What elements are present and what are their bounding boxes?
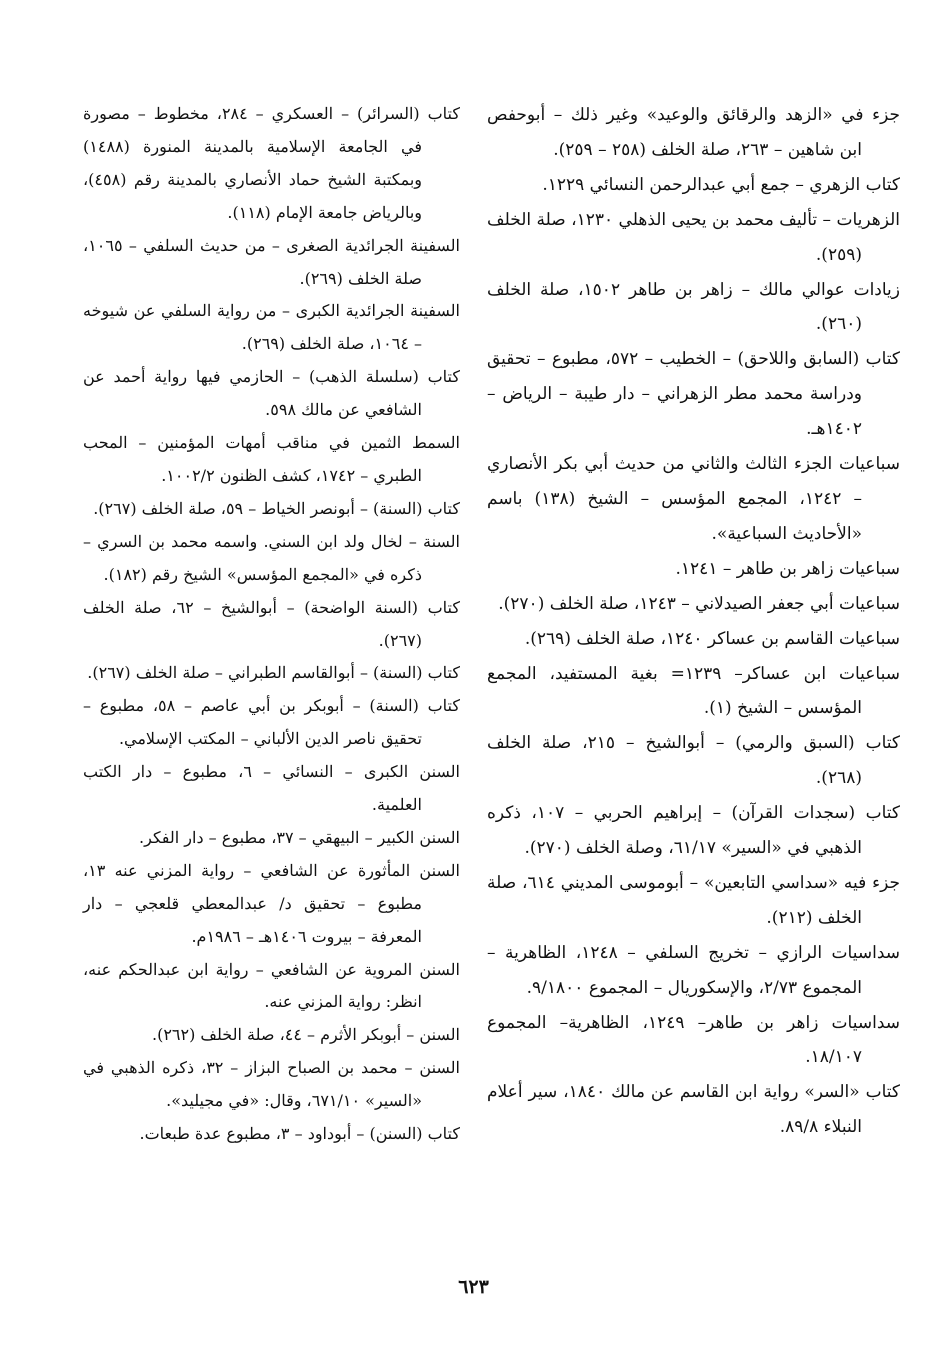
right-column: [487, 98, 900, 1145]
index-entry: السنن المروية عن الشافعي – رواية ابن عبدالحكم عنه، انظر: رواية المزني عنه.: [83, 959, 460, 1012]
index-entry: كتاب «السر» رواية ابن القاسم عن مالك ١٨٤٠، سير أعلام النبلاء ٨٩/٨.: [487, 1082, 900, 1138]
index-entry: كتاب (السابق واللاحق) – الخطيب – ٥٧٢، مطبوع – تحقيق ودراسة محمد مطر الزهراني – دار طيبة – الرياض – ١٤٠٢هـ.: [487, 349, 901, 440]
index-entry: كتاب (السبق والرمي) – أبوالشيخ – ٢١٥، صلة الخلف (٢٦٨).: [487, 733, 900, 789]
index-entry: السنة – لخال ولد ابن السني. واسمه محمد بن السري – ذكره في «المجمع المؤسس» الشيخ رقم (١٨٢).: [83, 531, 460, 584]
index-entry: جزء فيه «سداسي التابعين» – أبوموسى المديني ٦١٤، صلة الخلف (٢١٢).: [487, 872, 900, 928]
index-entry: السنن – أبوبكر الأثرم – ٤٤، صلة الخلف (٢٦٢).: [151, 1025, 460, 1045]
index-entry: السنن – محمد بن الصباح البزاز – ٣٢، ذكره الذهبي في «السير» ٦٧١/١٠، وقال: «في مجيليد».: [83, 1058, 460, 1111]
index-entry: سباعيات زاهر بن طاهر – ١٢٤١.: [675, 558, 900, 579]
index-entry: السمط الثمين في مناقب أمهات المؤمنين – المحب الطبري – ١٧٤٢، كشف الظنون ١٠٠٢/٢.: [83, 433, 460, 485]
index-entry: سباعيات القاسم بن عساكر ١٢٤٠، صلة الخلف (٢٦٩).: [524, 628, 900, 649]
page-number: ٦٢٣: [458, 1276, 489, 1298]
index-entry: سداسيات زاهر بن طاهر– ١٢٤٩، الظاهرية– المجموع ١٨/١٠٧.: [487, 1012, 900, 1068]
index-entry: كتاب (السنة الواضحة) – أبوالشيخ – ٦٢، صلة الخلف (٢٦٧).: [83, 597, 460, 650]
index-entry: الزهريات – تأليف محمد بن يحيى الذهلي ١٢٣٠، صلة الخلف (٢٥٩).: [487, 209, 900, 265]
index-entry: كتاب (سلسلة الذهب) – الحازمي فيها رواية أحمد عن الشافعي عن مالك ٥٩٨.: [83, 367, 460, 420]
index-entry: كتاب (السنن) – أبوداود – ٣، مطبوع عدة طبعات.: [139, 1124, 460, 1144]
index-entry: زيادات عوالي مالك – زاهر بن طاهر ١٥٠٢، صلة الخلف (٢٦٠).: [487, 279, 900, 335]
index-entry: كتاب (السنة) – أبوبكر بن أبي عاصم – ٥٨، مطبوع – تحقيق ناصر الدين الألباني – المكتب الإسلامي.: [83, 696, 461, 749]
index-entry: سباعيات الجزء الثالث والثاني من حديث أبي بكر الأنصاري – ١٢٤٢، المجمع المؤسس – الشيخ (١٣٨) باسم «الأحاديث السباعية».: [487, 454, 900, 544]
index-entry: السفينة الجرائدية الصغرى – من حديث السلفي – ١٠٦٥، صلة الخلف (٢٦٩).: [83, 235, 460, 288]
index-entry: السنن الكبير – البيهقي – ٣٧، مطبوع – دار الفكر.: [139, 827, 460, 847]
index-entry: كتاب الزهري – جمع أبي عبدالرحمن النسائي ١٢٢٩.: [542, 174, 900, 195]
index-entry: كتاب (سجدات القرآن) – إبراهيم الحربي – ١٠٧، ذكره الذهبي في «السير» ٦١/١٧، وصلة الخلف (٢٧٠).: [487, 803, 900, 859]
index-entry: سباعيات أبي جعفر الصيدلاني – ١٢٤٣، صلة الخلف (٢٧٠).: [498, 593, 900, 614]
index-entry: كتاب (السرائر) – العسكري – ٢٨٤، مخطوط – مصورة في الجامعة الإسلامية بالمدينة المنورة (١٤٨٨) وبمكتبة الشيخ حماد الأنصاري بالمدينة رقم (٤٥٨)، وبالرياض جامعة الإمام (١١٨).: [83, 104, 460, 222]
index-entry: كتاب (السنة) – أبوالقاسم الطبراني – صلة الخلف (٢٦٧).: [87, 663, 460, 683]
index-entry: السنن المأثورة عن الشافعي – رواية المزني عنه ١٣، مطبوع – تحقيق د/ عبدالمعطي قلعجي – دار المعرفة – بيروت ١٤٠٦هـ – ١٩٨٦م.: [83, 860, 460, 946]
left-column: [83, 98, 460, 1151]
index-entry: السفينة الجرائدية الكبرى – من رواية السلفي عن شيوخه – ١٠٦٤، صلة الخلف (٢٦٩).: [83, 301, 460, 354]
index-entry: سداسيات الرازي – تخريج السلفي – ١٢٤٨، الظاهرية – المجموع ٢/٧٣، والإسكوريال – المجموع ٩/١٨٠٠.: [487, 942, 900, 998]
index-entry: جزء في «الزهد والرقائق والوعيد» وغير ذلك – أبوحفص ابن شاهين – ٢٦٣، صلة الخلف (٢٥٨ – ٢٥٩).: [487, 105, 900, 160]
index-entry: كتاب (السنة) – أبونصر الخياط – ٥٩، صلة الخلف (٢٦٧).: [93, 498, 460, 518]
index-entry: سباعيات ابن عساكر– ١٢٣٩= بغية المستفيد، المجمع المؤسس – الشيخ (١).: [487, 663, 900, 719]
index-entry: السنن الكبرى – النسائي – ٦، مطبوع – دار الكتب العلمية.: [83, 762, 461, 815]
